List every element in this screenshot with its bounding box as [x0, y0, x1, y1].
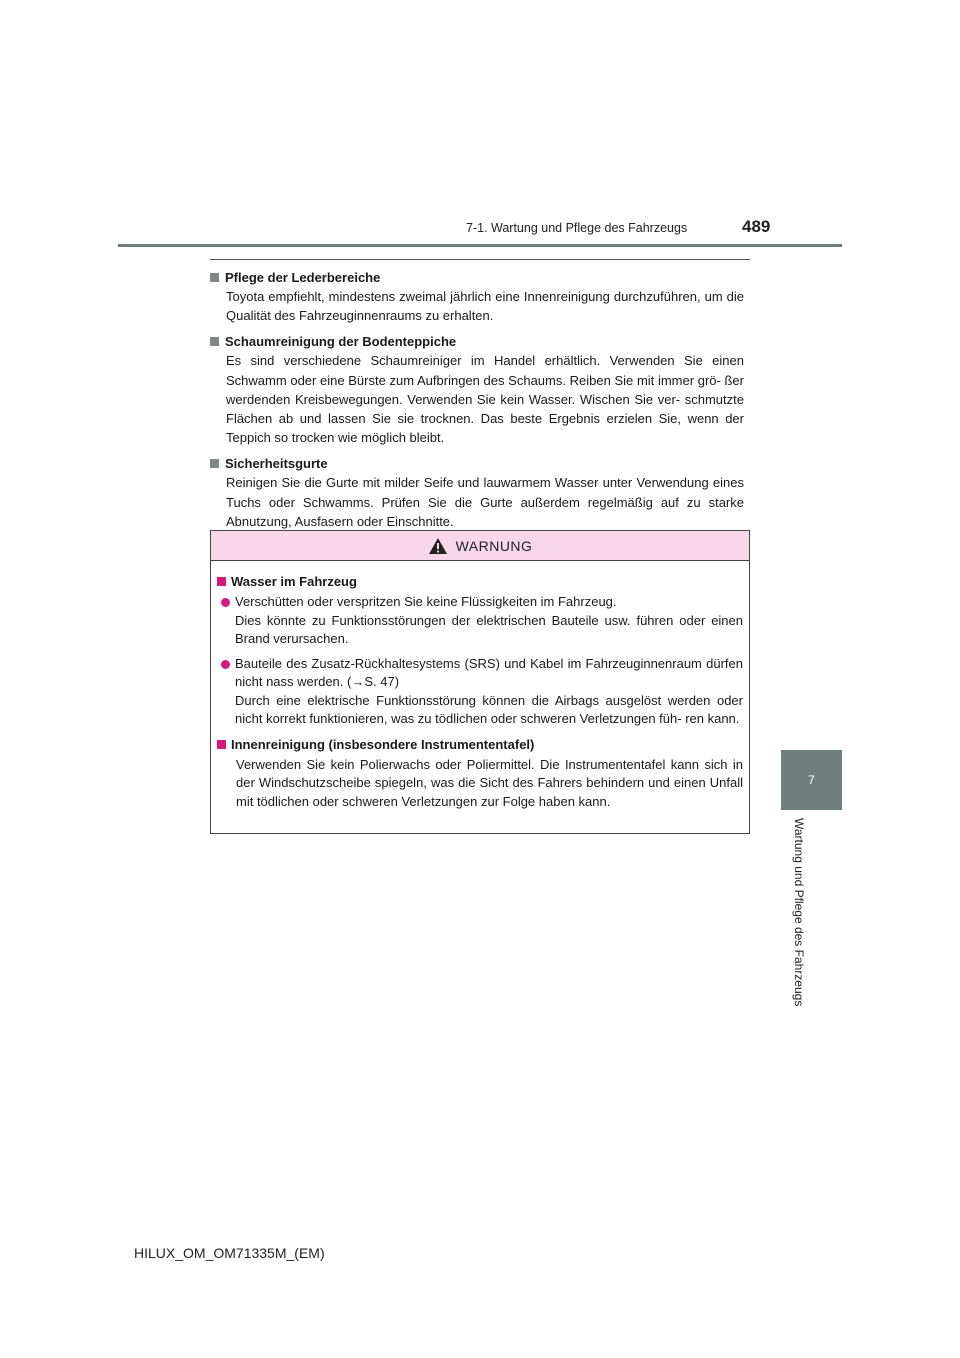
square-bullet-icon: [217, 577, 226, 586]
warning-section-interior: [217, 735, 743, 812]
chapter-tab: [781, 750, 842, 810]
warning-item-line: Dies könnte zu Funktionsstörungen der elektrischen Bauteile usw. führen oder einen Brand verursachen.: [235, 612, 743, 646]
warning-item-line: Bauteile des Zusatz-Rückhaltesystems (SRS) und Kabel im Fahrzeuginnenraum dürfen nicht nass werden. (→S. 47): [235, 655, 743, 689]
section-heading: Schaumreinigung der Bodenteppiche: [225, 334, 457, 350]
square-bullet-icon: [210, 459, 219, 468]
section-carpet: [210, 332, 744, 447]
warning-triangle-icon: [428, 537, 448, 555]
chapter-title-vertical: [790, 818, 810, 1028]
header-section-title: 7-1. Wartung und Pflege des Fahrzeugs: [466, 221, 688, 235]
warning-item-line: Verschütten oder verspritzen Sie keine Flüssigkeiten im Fahrzeug.: [235, 594, 617, 609]
document-code: HILUX_OM_OM71335M_(EM): [134, 1245, 325, 1261]
section-heading: Sicherheitsgurte: [225, 456, 328, 472]
section-body: Toyota empfiehlt, mindestens zweimal jährlich eine Innenreinigung durchzuführen, um die Qualität des Fahrzeuginnenraums zu erhalten.: [226, 289, 744, 324]
section-body: Reinigen Sie die Gurte mit milder Seife und lauwarmem Wasser unter Verwendung eines Tuchs oder Schwamms. Prüfen Sie die Gurte außerdem regelmäßig auf zu starke Abnutzung, Ausfasern oder Einschnitte.: [226, 475, 744, 529]
circle-bullet-icon: [221, 598, 230, 607]
square-bullet-icon: [210, 273, 219, 282]
section-body: Es sind verschiedene Schaumreiniger im Handel erhältlich. Verwenden Sie einen Schwamm oder eine Bürste zum Aufbringen des Schaums. Reiben Sie mit immer grö- ßer werdenden Kreisbewegungen. Verwenden Sie kein Wasser. Wischen Sie ver- schmutzte Flächen ab und lassen Sie sie trocknen. Das beste Ergebnis erzielen Sie, wenn der Teppich so trocken wie möglich bleibt.: [226, 353, 744, 446]
section-seatbelts: [210, 454, 744, 531]
section-leather: [210, 268, 744, 325]
square-bullet-icon: [210, 337, 219, 346]
section-heading: Pflege der Lederbereiche: [225, 270, 381, 285]
warning-item: [221, 655, 743, 729]
warning-heading: Wasser im Fahrzeug: [231, 574, 357, 589]
warning-body: Verwenden Sie kein Polierwachs oder Poliermittel. Die Instrumententafel kann sich in der Windschutzscheibe spiegeln, was die Sicht des Fahrers behindern und einen Unfall mit tödlichen oder schweren Verletzungen zur Folge haben kann.: [236, 756, 743, 809]
warning-item-line: Durch eine elektrische Funktionsstörung können die Airbags ausgelöst werden oder nicht korrekt funktionieren, was zu tödlichen oder schweren Verletzungen füh- ren kann.: [235, 692, 743, 726]
warning-item: [221, 593, 743, 649]
chapter-title: Wartung und Pflege des Fahrzeugs: [792, 818, 806, 1007]
square-bullet-icon: [217, 740, 226, 749]
warning-box: [210, 530, 750, 834]
warning-heading: Innenreinigung (insbesondere Instrumententafel): [231, 736, 535, 752]
main-content: [210, 268, 744, 538]
chapter-number: 7: [808, 773, 815, 787]
warning-header: [211, 531, 749, 561]
warning-section-water: [217, 572, 743, 729]
warning-content: [211, 561, 749, 811]
content-rule: [210, 259, 750, 260]
circle-bullet-icon: [221, 660, 230, 669]
page-number: 489: [742, 217, 771, 236]
header-rule: [118, 244, 842, 247]
warning-title: WARNUNG: [455, 537, 533, 554]
